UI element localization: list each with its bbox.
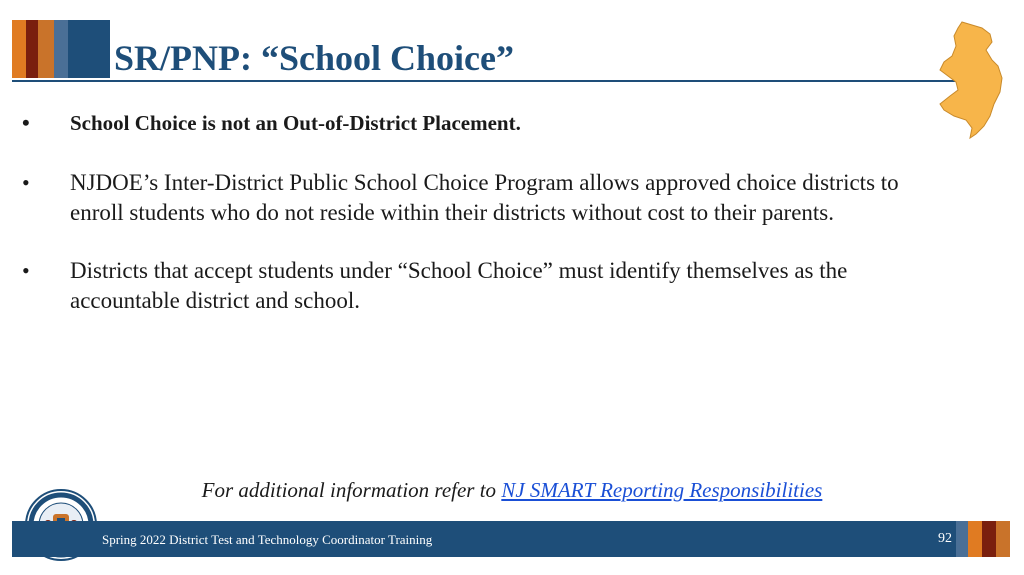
footer-text: Spring 2022 District Test and Technology Coordinator Training (102, 532, 433, 547)
new-jersey-map-icon (934, 20, 1010, 140)
header-bar-navy (68, 20, 110, 78)
header-bar-maroon (26, 20, 38, 78)
footer-bar-orange (968, 521, 982, 557)
slide-title: SR/PNP: “School Choice” (114, 38, 514, 78)
header-bar-orange (12, 20, 26, 78)
bullet-item (22, 168, 922, 228)
nj-smart-reporting-link[interactable]: NJ SMART Reporting Responsibilities (501, 478, 823, 502)
footer-bar-copper (996, 521, 1010, 557)
bullet-item (22, 256, 922, 316)
bullet-marker: • (22, 258, 30, 283)
bullet-text: School Choice is not an Out-of-District Placement. (70, 111, 521, 135)
additional-info-prefix: For additional information refer to (201, 478, 497, 502)
header-color-bars (12, 20, 110, 78)
bullet-marker: • (22, 170, 30, 195)
bullet-marker: • (22, 110, 30, 135)
footer-color-bars (956, 521, 1010, 557)
additional-info-note (0, 478, 1024, 503)
bullet-text: NJDOE’s Inter-District Public School Choice Program allows approved choice districts to enroll students who do not reside within their districts without cost to their parents. (70, 170, 899, 225)
footer-bar-maroon (982, 521, 996, 557)
page-number: 92 (938, 531, 952, 546)
bullet-text: Districts that accept students under “School Choice” must identify themselves as the accountable district and school. (70, 258, 848, 313)
title-divider (12, 80, 960, 82)
footer-bar-steel (956, 521, 968, 557)
header-bar-steel (54, 20, 68, 78)
footer-bar (12, 521, 956, 557)
bullet-item (22, 108, 922, 138)
header-bar-copper (38, 20, 54, 78)
bullet-list (22, 108, 922, 316)
